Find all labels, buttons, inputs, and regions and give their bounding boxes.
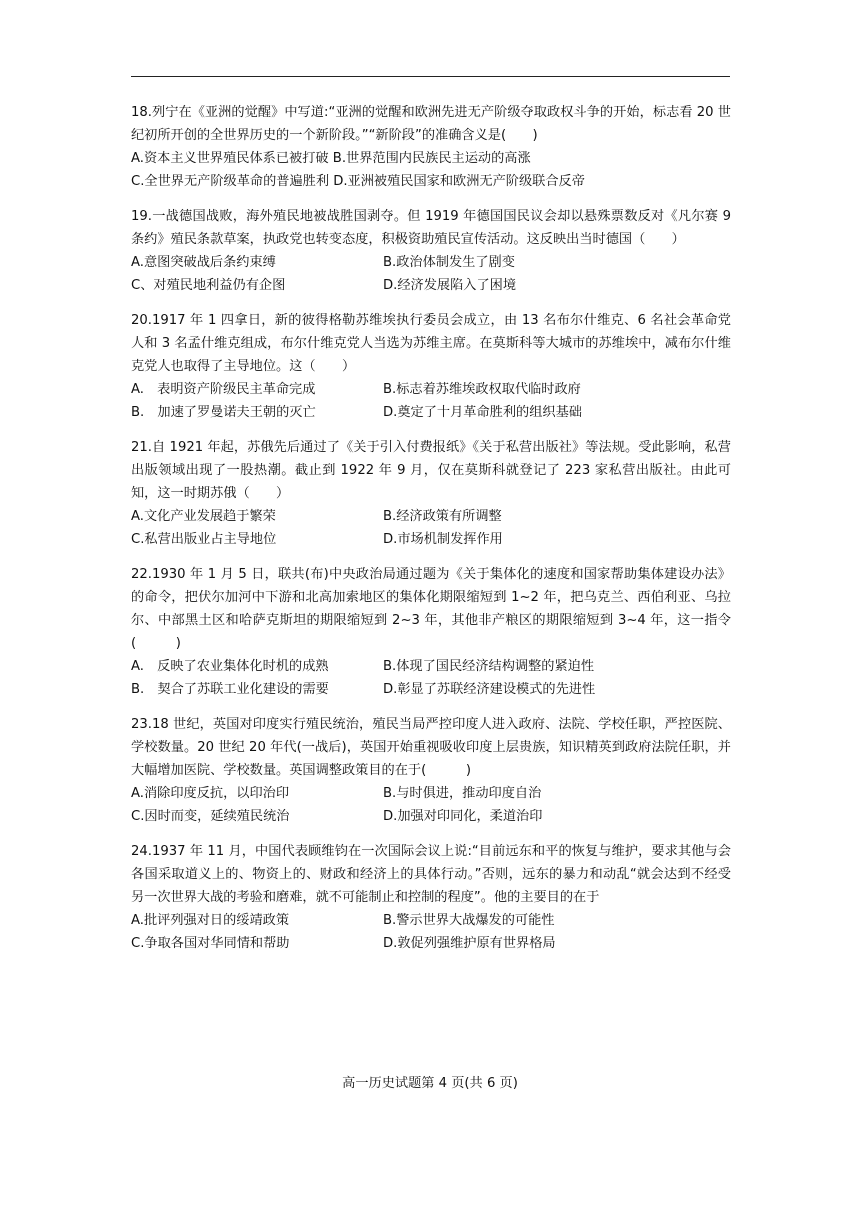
option-c: C.因时而变，延续殖民统治 — [131, 809, 290, 824]
question-20 — [131, 309, 731, 424]
option-c: B. 加速了罗曼诺夫王朝的灭亡 — [131, 405, 316, 420]
option-row — [131, 251, 731, 274]
option-row — [131, 909, 731, 932]
option-b: B.标志着苏维埃政权取代临时政府 — [383, 382, 581, 397]
option-a: A.批评列强对日的绥靖政策 — [131, 913, 290, 928]
question-24 — [131, 840, 731, 955]
option-row — [131, 655, 731, 678]
option-row — [131, 805, 731, 828]
question-21 — [131, 436, 731, 551]
question-stem: 18.列宁在《亚洲的觉醒》中写道:“亚洲的觉醒和欧洲先进无产阶级夺取政权斗争的开始，标志看 20 世纪初所开创的全世界历史的一个新阶段。”“新阶段”的准确含义是( ) — [131, 105, 731, 143]
question-stem: 22.1930 年 1 月 5 日，联共(布)中央政治局通过题为《关于集体化的速度和国家帮助集体建设办法》的命令，把伏尔加河中下游和北高加索地区的集体化期限缩短到 1~2 年，把乌克兰、西伯利亚、乌拉尔、中部黑土区和哈萨克斯坦的期限缩短到 2~3 年，其他非产粮区的期限缩短到 3~4 年，这一指令( ) — [131, 567, 731, 651]
option-a: A.消除印度反抗，以印治印 — [131, 786, 290, 801]
question-23 — [131, 713, 731, 828]
question-22 — [131, 563, 731, 701]
option-row — [131, 932, 731, 955]
option-a: A. 表明资产阶级民主革命完成 — [131, 382, 316, 397]
option-d: D.敦促列强维护原有世界格局 — [383, 936, 556, 951]
option-row — [131, 378, 731, 401]
option-row — [131, 678, 731, 701]
question-list — [131, 101, 731, 967]
option-row — [131, 528, 731, 551]
option-c: C.私营出版业占主导地位 — [131, 532, 277, 547]
option-a: A.意图突破战后条约束缚 — [131, 255, 276, 270]
option-b: B.体现了国民经济结构调整的紧迫性 — [383, 659, 595, 674]
option-d: D.彰显了苏联经济建设模式的先进性 — [383, 682, 596, 697]
option-a: A. 反映了农业集体化时机的成熟 — [131, 659, 329, 674]
question-stem: 21.自 1921 年起，苏俄先后通过了《关于引入付费报纸》《关于私营出版社》等法规。受此影响，私营出版领域出现了一股热潮。截止到 1922 年 9 月，仅在莫斯科就登记了 223 家私营出版社。由此可知，这一时期苏俄（ ） — [131, 440, 731, 501]
option-line: C.全世界无产阶级革命的普遍胜利 D.亚洲被殖民国家和欧洲无产阶级联合反帝 — [131, 174, 585, 189]
option-d: D.奠定了十月革命胜利的组织基础 — [383, 405, 582, 420]
option-c: B. 契合了苏联工业化建设的需要 — [131, 682, 329, 697]
option-row — [131, 401, 731, 424]
header-rule — [131, 76, 730, 77]
option-row — [131, 782, 731, 805]
question-19 — [131, 205, 731, 297]
option-b: B.经济政策有所调整 — [383, 509, 502, 524]
option-row — [131, 505, 731, 528]
option-line: A.资本主义世界殖民体系已被打破 B.世界范围内民族民主运动的高涨 — [131, 151, 531, 166]
question-stem: 23.18 世纪，英国对印度实行殖民统治，殖民当局严控印度人进入政府、法院、学校任职，严控医院、学校数量。20 世纪 20 年代(一战后)，英国开始重视吸收印度上层贵族，知识精英到政府法院任职，并大幅增加医院、学校数量。英国调整政策目的在于( ) — [131, 717, 731, 778]
option-d: D.市场机制发挥作用 — [383, 532, 503, 547]
question-18 — [131, 101, 731, 193]
option-b: B.警示世界大战爆发的可能性 — [383, 913, 555, 928]
question-stem: 19.一战德国战败，海外殖民地被战胜国剥夺。但 1919 年德国国民议会却以悬殊票数反对《凡尔赛 9 条约》殖民条款草案，执政党也转变态度，积极资助殖民宣传活动。这反映出当时德国（ ） — [131, 209, 731, 247]
option-c: C、对殖民地利益仍有企图 — [131, 278, 286, 293]
option-d: D.加强对印同化，柔道治印 — [383, 809, 543, 824]
option-c: C.争取各国对华同情和帮助 — [131, 936, 290, 951]
option-b: B.政治体制发生了剧变 — [383, 255, 515, 270]
question-stem: 24.1937 年 11 月，中国代表顾维钧在一次国际会议上说:“目前远东和平的恢复与维护，要求其他与会各国采取道义上的、物资上的、财政和经济上的具体行动。”否则，远东的暴力和动乱“就会达到不经受另一次世界大战的考验和磨难，就不可能制止和控制的程度”。他的主要目的在于 — [131, 844, 731, 905]
option-d: D.经济发展陷入了困境 — [383, 278, 517, 293]
option-row — [131, 274, 731, 297]
page-footer: 高一历史试题第 4 页(共 6 页) — [342, 1076, 518, 1091]
option-b: B.与时俱进，推动印度自治 — [383, 786, 542, 801]
question-stem: 20.1917 年 1 四拿日，新的彼得格勒苏维埃执行委员会成立，由 13 名布尔什维克、6 名社会革命党人和 3 名孟什维克组成，布尔什维克党人当选为苏维主席。在莫斯科等大城市的苏维埃中，减布尔什维克党人也取得了主导地位。这（ ） — [131, 313, 731, 374]
option-a: A.文化产业发展趋于繁荣 — [131, 509, 276, 524]
